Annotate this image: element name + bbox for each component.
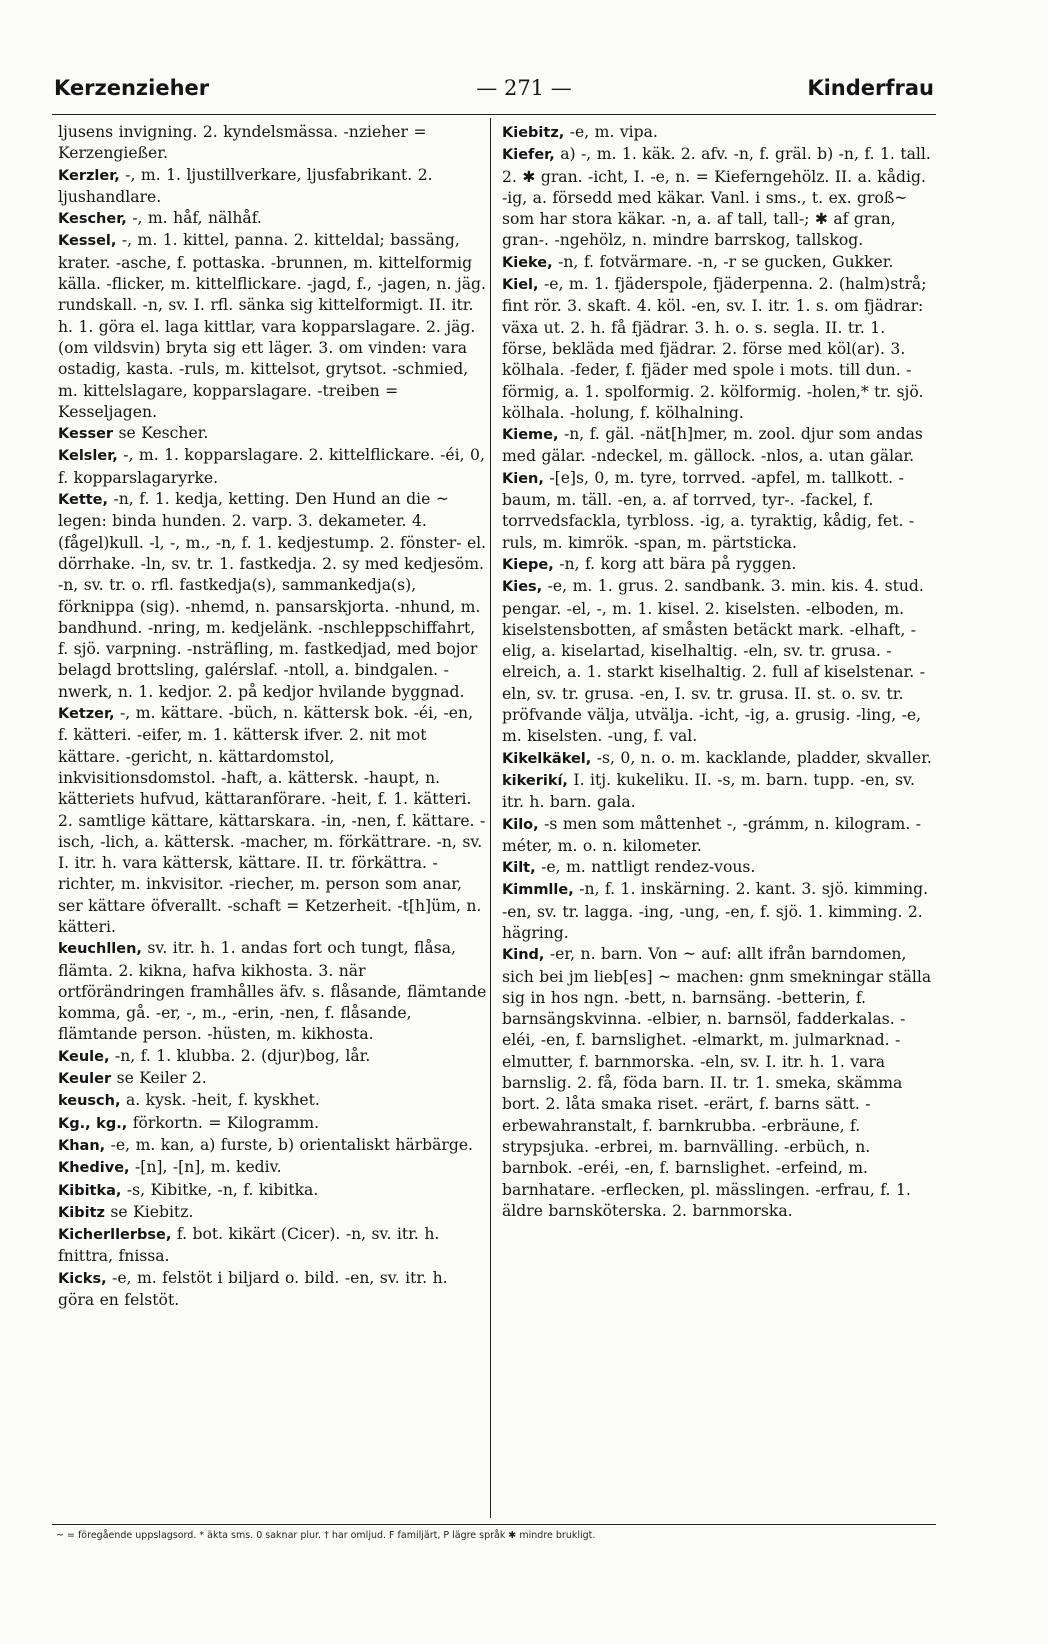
headword: Kieke, — [502, 254, 553, 271]
dictionary-entry — [58, 1180, 488, 1202]
definition: -e, m. kan, a) furste, b) orientaliskt härbärge. — [110, 1135, 474, 1154]
dictionary-entry — [502, 814, 934, 858]
dictionary-entry — [58, 208, 488, 230]
headword: Kesser — [58, 426, 114, 443]
dictionary-entry — [58, 230, 488, 423]
definition: -, m. 1. kopparslagare. 2. kittelflickare. -éi, 0, f. kopparslagaryrke. — [58, 446, 485, 487]
definition: -, m. kättare. -büch, n. kättersk bok. -éi, -en, f. kätteri. -eifer, m. 1. kättersk ifver. 2. nit mot kättare. -gericht, n. kättardomstol, inkvisitionsdomstol. -haft, a. kättersk. -haupt, n. kätteriets hufvud, kättaranförare. -heit, f. 1. kätteri. 2. samtlige kättare, kättarskara. -in, -nen, f. kättare. -isch, -lich, a. kättersk. -macher, m. förkättrare. -n, sv. I. itr. h. vara kättersk, kättare. II. tr. förkättra. -richter, m. inkvisitor. -riecher, m. person som anar, ser kättare öfverallt. -schaft = Ketzerheit. -t[h]üm, n. kätteri. — [58, 704, 486, 936]
headword: Kibitz — [58, 1204, 105, 1221]
definition: se Kescher. — [118, 424, 209, 443]
headword: Kiebitz, — [502, 125, 565, 141]
dictionary-entry — [502, 576, 934, 747]
headword: Khedive, — [58, 1160, 130, 1177]
headword: Khan, — [58, 1137, 106, 1154]
definition: -[n], -[n], m. kediv. — [135, 1158, 282, 1177]
dictionary-entry — [58, 445, 488, 489]
dictionary-entry — [502, 252, 934, 274]
definition: -e, m. felstöt i biljard o. bild. -en, sv. itr. h. göra en felstöt. — [58, 1268, 448, 1310]
dictionary-entry — [58, 1268, 488, 1312]
headword: Kien, — [502, 470, 544, 487]
headword: Ketzer, — [58, 706, 115, 723]
dictionary-entry — [58, 1113, 488, 1135]
headword: Kelsler, — [58, 448, 118, 465]
dictionary-entry — [502, 424, 934, 468]
dictionary-entry — [58, 938, 488, 1045]
definition: -s, Kibitke, -n, f. kibitka. — [126, 1180, 319, 1199]
headword: Kiepe, — [502, 556, 554, 573]
headword: keuchllen, — [58, 941, 142, 958]
dictionary-entry — [58, 489, 488, 703]
definition: -s, 0, n. o. m. kacklande, pladder, skvaller. — [596, 748, 932, 767]
dictionary-entry — [502, 468, 934, 554]
definition: -n, f. korg att bära på ryggen. — [559, 554, 797, 573]
left-column — [58, 122, 488, 1311]
dictionary-entry — [502, 944, 934, 1222]
header-last-word: Kinderfrau — [807, 76, 934, 100]
headword: Kiel, — [502, 277, 539, 294]
definition: -[e]s, 0, m. tyre, torrved. -apfel, m. tallkott. -baum, m. täll. -en, a. af torrved, tyr-. -fackel, f. torrvedsfackla, tyrbloss. -ig, a. tyraktig, kådig, fet. -ruls, m. kimrök. -span, m. pärtsticka. — [502, 468, 915, 552]
column-separator — [490, 118, 491, 1518]
dictionary-entry — [58, 1046, 488, 1068]
definition: -n, f. gäl. -nät[h]mer, m. zool. djur som andas med gälar. -ndeckel, m. gällock. -nlos, a. utan gälar. — [502, 425, 923, 466]
definition: -e, m. nattligt rendez-vous. — [541, 858, 756, 877]
headword: Kerzler, — [58, 167, 120, 184]
headword: Kimmlle, — [502, 882, 574, 899]
dictionary-entry — [58, 1068, 488, 1090]
headword: Kescher, — [58, 211, 127, 228]
headword: Keuler — [58, 1071, 112, 1088]
dictionary-entry — [502, 122, 934, 144]
headword: Kieme, — [502, 427, 559, 444]
definition: -, m. 1. ljustillverkare, ljusfabrikant. 2. ljushandlare. — [58, 165, 433, 206]
definition: -e, m. 1. fjäderspole, fjäderpenna. 2. (halm)strå; fint rör. 3. skaft. 4. köl. -en, sv. I. itr. 1. s. om fjädrar: växa ut. 2. h. få fjädrar. 3. h. o. s. segla. II. tr. 1. förse, bekläda med fjädrar. 2. förse med köl(ar). 3. kölhala. -feder, f. fjäder med spole i mots. till dun. -förmig, a. 1. spolformig. 2. kölformig. -holen,* tr. sjö. kölhala. -holung, f. kölhalning. — [502, 275, 927, 422]
header-rule — [52, 114, 936, 115]
definition: se Keiler 2. — [116, 1069, 207, 1088]
dictionary-entry — [58, 1224, 488, 1268]
definition: förkortn. = Kilogramm. — [132, 1113, 320, 1132]
dictionary-entry — [502, 554, 934, 576]
dictionary-entry — [58, 423, 488, 445]
headword: Kibitka, — [58, 1182, 122, 1199]
definition: se Kiebitz. — [110, 1202, 194, 1221]
headword: Kicks, — [58, 1270, 107, 1287]
headword: Kg., kg., — [58, 1115, 128, 1132]
dictionary-entry — [502, 748, 934, 770]
headword: keusch, — [58, 1093, 121, 1110]
dictionary-entry — [58, 1090, 488, 1112]
headword: Kessel, — [58, 233, 117, 250]
definition: -, m. håf, nälhåf. — [132, 209, 262, 228]
definition: -n, f. 1. inskärning. 2. kant. 3. sjö. kimming. -en, sv. tr. lagga. -ing, -ung, -en, f. sjö. 1. kimming. 2. hägring. — [502, 880, 929, 942]
headword: Kikelkäkel, — [502, 750, 592, 767]
definition: -e, m. vipa. — [569, 123, 658, 141]
headword: Kies, — [502, 579, 543, 596]
page-header — [54, 76, 934, 110]
headword: Kette, — [58, 492, 109, 509]
definition: sv. itr. h. 1. andas fort och tungt, flåsa, flämta. 2. kikna, hafva kikhosta. 3. när ortförändringen framhålles äfv. s. flåsande, flämtande komma, gå. -er, -, m., -erin, -nen, f. flåsande, flämtande person. -hüsten, m. kikhosta. — [58, 939, 487, 1044]
definition: a) -, m. 1. käk. 2. afv. -n, f. gräl. b) -n, f. 1. tall. 2. ✱ gran. -icht, I. -e, n. = Kieferngehölz. II. a. kådig. -ig, a. försedd med käkar. Vanl. i sms., t. ex. groß~ som har stora käkar. -n, a. af tall, tall-; ✱ af gran, gran-. -ngehölz, n. mindre barrskog, tallskog. — [502, 145, 931, 250]
headword: Keule, — [58, 1048, 110, 1065]
definition: -s men som måttenhet -, -grámm, n. kilogram. -méter, m. o. n. kilometer. — [502, 814, 922, 855]
headword: Kiefer, — [502, 147, 555, 164]
page-number: — 271 — — [476, 76, 572, 100]
definition: -n, f. fotvärmare. -n, -r se gucken, Gukker. — [558, 252, 894, 271]
dictionary-entry — [58, 1135, 488, 1157]
headword: Kilo, — [502, 816, 539, 833]
dictionary-entry — [58, 1157, 488, 1179]
dictionary-entry — [502, 879, 934, 944]
definition: -er, n. barn. Von ~ auf: allt ifrån barndomen, sich bei jm lieb[es] ~ machen: gnm smekningar ställa sig in hos ngn. -bett, n. barnsäng. -betterin, f. barnsängskvinna. -elbier, n. barnsöl, fadderkalas. -eléi, -en, f. barnslighet. -elmarkt, m. julmarknad. -elmutter, f. barnmorska. -eln, sv. I. itr. h. 1. vara barnslig. 2. få, föda barn. II. tr. 1. smeka, skämma bort. 2. låta smaka riset. -erärt, f. barns sätt. -erbewahranstalt, f. barnkrubba. -erbräune, f. strypsjuka. -erbrei, m. barnvälling. -erbüch, n. barnbok. -eréi, -en, f. barnslighet. -erfeind, m. barnhatare. -erflecken, pl. mässlingen. -erfrau, f. 1. äldre barnsköterska. 2. barnmorska. — [502, 945, 932, 1220]
dictionary-entry — [58, 165, 488, 209]
headword: Kilt, — [502, 860, 536, 877]
dictionary-entry — [502, 144, 934, 251]
abbreviation-legend: ~ = föregående uppslagsord. * äkta sms. 0 saknar plur. † har omljud. F familjärt, P lägre språk ✱ mindre brukligt. — [56, 1530, 596, 1541]
definition: ljusens invigning. 2. kyndelsmässa. -nzieher = Kerzengießer. — [58, 123, 427, 163]
dictionary-entry — [502, 274, 934, 424]
definition: -n, f. 1. kedja, ketting. Den Hund an die ~ legen: binda hunden. 2. varp. 3. dekameter. 4. (fågel)kull. -l, -, m., -n, f. 1. kedjestump. 2. fönster- el. dörrhake. -ln, sv. tr. 1. fastkedja. 2. sy med kedjesöm. -n, sv. tr. o. rfl. fastkedja(s), sammankedja(s), förknippa (sig). -nhemd, n. pansarskjorta. -nhund, m. bandhund. -nring, m. kedjelänk. -nschleppschiffahrt, f. sjö. varpning. -nsträfling, m. fastkedjad, med bojor belagd brottsling, galérslaf. -ntoll, a. bindgalen. -nwerk, n. 1. kedjor. 2. på kedjor hvilande byggnad. — [58, 490, 487, 701]
right-column — [502, 122, 934, 1222]
headword: kikerikí, — [502, 772, 568, 789]
definition: -e, m. 1. grus. 2. sandbank. 3. min. kis. 4. stud. pengar. -el, -, m. 1. kisel. 2. kiselsten. -elboden, m. kiselstensbotten, af småsten betäckt mark. -elhaft, -elig, a. kiselartad, kiselhaltig. -eln, sv. tr. grusa. -elreich, a. 1. starkt kiselhaltig. 2. full af kiselstenar. -eln, sv. tr. grusa. -en, I. sv. tr. grusa. II. st. o. sv. tr. pröfvande välja, utvälja. -icht, -ig, a. grusig. -ling, -e, m. kiselsten. -ung, f. val. — [502, 577, 925, 746]
definition: f. bot. kikärt (Cicer). -n, sv. itr. h. fnittra, fnissa. — [58, 1225, 440, 1266]
header-first-word: Kerzenzieher — [54, 76, 210, 100]
headword: Kicherllerbse, — [58, 1227, 172, 1244]
footer-rule — [52, 1524, 936, 1525]
definition: I. itj. kukeliku. II. -s, m. barn. tupp. -en, sv. itr. h. barn. gala. — [502, 770, 915, 812]
dictionary-entry — [58, 1202, 488, 1224]
definition: -n, f. 1. klubba. 2. (djur)bog, lår. — [114, 1046, 371, 1065]
dictionary-entry — [502, 857, 934, 879]
dictionary-entry — [58, 703, 488, 938]
definition: -, m. 1. kittel, panna. 2. kitteldal; bassäng, krater. -asche, f. pottaska. -brunnen, m. kittelformig källa. -flicker, m. kittelflickare. -jagd, f., -jagen, n. jäg. rundskall. -n, sv. I. rfl. sänka sig kittelformigt. II. itr. h. 1. göra el. laga kittlar, vara kopparslagare. 2. jäg. (om vildsvin) bryta sig ett läger. 3. om vinden: vara ostadig, kasta. -ruls, m. kittelsot, grytsot. -schmied, m. kittelslagare, kopparslagare. -treiben = Kesseljagen. — [58, 231, 486, 421]
dictionary-entry — [502, 770, 934, 814]
dictionary-entry — [58, 122, 488, 165]
headword: Kind, — [502, 947, 545, 964]
definition: a. kysk. -heit, f. kyskhet. — [125, 1091, 320, 1110]
